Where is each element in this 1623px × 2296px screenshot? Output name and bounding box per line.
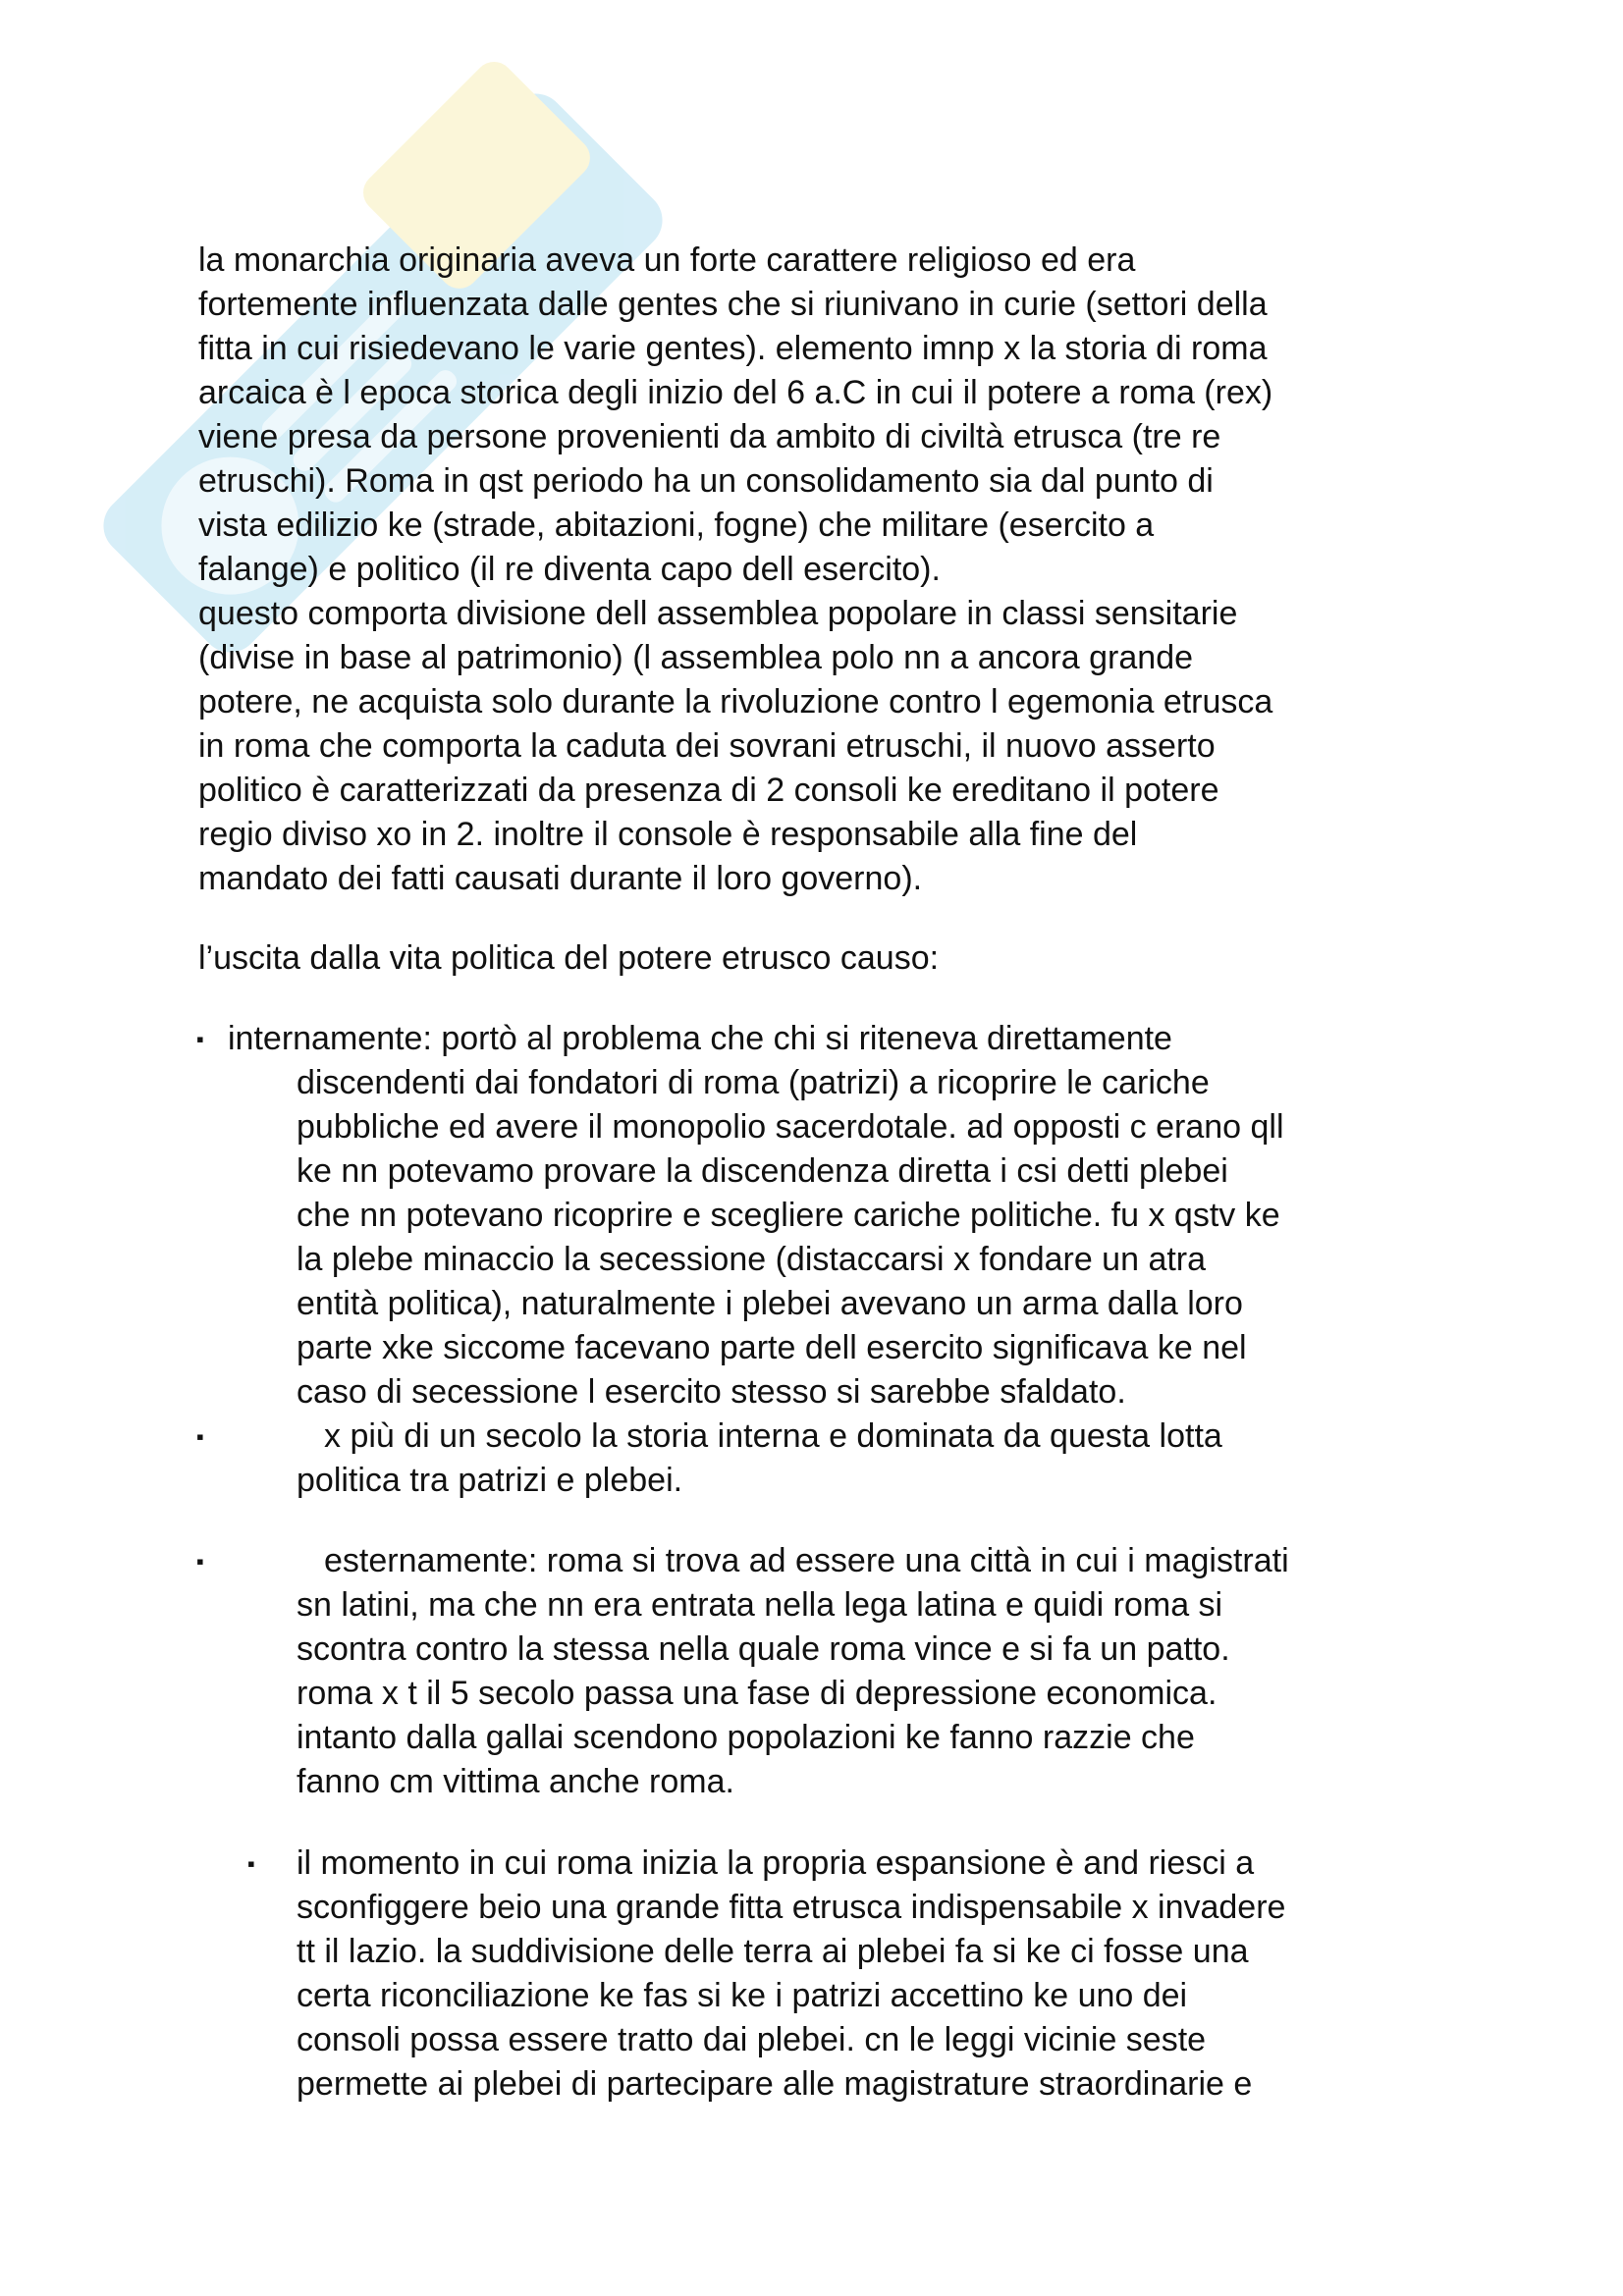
paragraph-line: regio diviso xo in 2. inoltre il console è responsabile alla fine del bbox=[198, 816, 1138, 853]
list-line: esternamente: roma si trova ad essere una città in cui i magistrati bbox=[324, 1542, 1289, 1579]
list-line: sconfiggere beio una grande fitta etrusca indispensabile x invadere bbox=[297, 1889, 1286, 1926]
list-line: caso di secessione l esercito stesso si sarebbe sfaldato. bbox=[297, 1373, 1126, 1411]
list-line: x più di un secolo la storia interna e dominata da questa lotta bbox=[324, 1417, 1222, 1455]
list-line: ke nn potevamo provare la discendenza diretta i csi detti plebei bbox=[297, 1152, 1228, 1190]
bullet-icon: ▪ bbox=[196, 1424, 204, 1449]
bullet-icon: ▪ bbox=[247, 1851, 255, 1876]
list-line: certa riconciliazione ke fas si ke i patrizi accettino ke uno dei bbox=[297, 1977, 1188, 2014]
bullet-icon: ▪ bbox=[196, 1549, 204, 1574]
list-line: il momento in cui roma inizia la propria espansione è and riesci a bbox=[297, 1844, 1255, 1882]
list-line: parte xke siccome facevano parte dell esercito significava ke nel bbox=[297, 1329, 1247, 1366]
list-line: sn latini, ma che nn era entrata nella lega latina e quidi roma si bbox=[297, 1586, 1223, 1624]
list-line: fanno cm vittima anche roma. bbox=[297, 1763, 734, 1800]
list-line: la plebe minaccio la secessione (distaccarsi x fondare un atra bbox=[297, 1241, 1207, 1278]
paragraph-line: fortemente influenzata dalle gentes che si riunivano in curie (settori della bbox=[198, 286, 1268, 323]
paragraph-line: questo comporta divisione dell assemblea popolare in classi sensitarie bbox=[198, 595, 1238, 632]
paragraph-line: fitta in cui risiedevano le varie gentes). elemento imnp x la storia di roma bbox=[198, 330, 1268, 367]
list-line: che nn potevano ricoprire e scegliere cariche politiche. fu x qstv ke bbox=[297, 1197, 1280, 1234]
paragraph-line: vista edilizio ke (strade, abitazioni, fogne) che militare (esercito a bbox=[198, 507, 1155, 544]
list-line: permette ai plebei di partecipare alle magistrature straordinarie e bbox=[297, 2065, 1253, 2103]
paragraph-line: falange) e politico (il re diventa capo dell esercito). bbox=[198, 551, 941, 588]
bullet-icon: ▪ bbox=[196, 1027, 204, 1051]
list-line: tt il lazio. la suddivisione delle terra ai plebei fa si ke ci fosse una bbox=[297, 1933, 1249, 1970]
paragraph-uscita: l’uscita dalla vita politica del potere etrusco causo: bbox=[198, 939, 940, 977]
list-line: pubbliche ed avere il monopolio sacerdotale. ad opposti c erano qll bbox=[297, 1108, 1284, 1146]
list-line: scontra contro la stessa nella quale roma vince e si fa un patto. bbox=[297, 1630, 1230, 1668]
paragraph-line: la monarchia originaria aveva un forte carattere religioso ed era bbox=[198, 241, 1136, 279]
paragraph-line: etruschi). Roma in qst periodo ha un consolidamento sia dal punto di bbox=[198, 462, 1214, 500]
list-line: discendenti dai fondatori di roma (patrizi) a ricoprire le cariche bbox=[297, 1064, 1210, 1101]
list-line: consoli possa essere tratto dai plebei. cn le leggi vicinie seste bbox=[297, 2021, 1207, 2058]
paragraph-line: arcaica è l epoca storica degli inizio del 6 a.C in cui il potere a roma (rex) bbox=[198, 374, 1273, 411]
paragraph-line: (divise in base al patrimonio) (l assemblea polo nn a ancora grande bbox=[198, 639, 1194, 676]
list-line: entità politica), naturalmente i plebei avevano un arma dalla loro bbox=[297, 1285, 1243, 1322]
paragraph-line: politico è caratterizzati da presenza di 2 consoli ke ereditano il potere bbox=[198, 772, 1219, 809]
paragraph-line: mandato dei fatti causati durante il loro governo). bbox=[198, 860, 923, 897]
list-line: internamente: portò al problema che chi si riteneva direttamente bbox=[228, 1020, 1172, 1057]
paragraph-line: viene presa da persone provenienti da ambito di civiltà etrusca (tre re bbox=[198, 418, 1221, 455]
list-line: politica tra patrizi e plebei. bbox=[297, 1462, 683, 1499]
list-line: roma x t il 5 secolo passa una fase di depressione economica. bbox=[297, 1675, 1217, 1712]
paragraph-line: in roma che comporta la caduta dei sovrani etruschi, il nuovo asserto bbox=[198, 727, 1216, 765]
paragraph-line: potere, ne acquista solo durante la rivoluzione contro l egemonia etrusca bbox=[198, 683, 1273, 721]
list-line: intanto dalla gallai scendono popolazioni ke fanno razzie che bbox=[297, 1719, 1195, 1756]
